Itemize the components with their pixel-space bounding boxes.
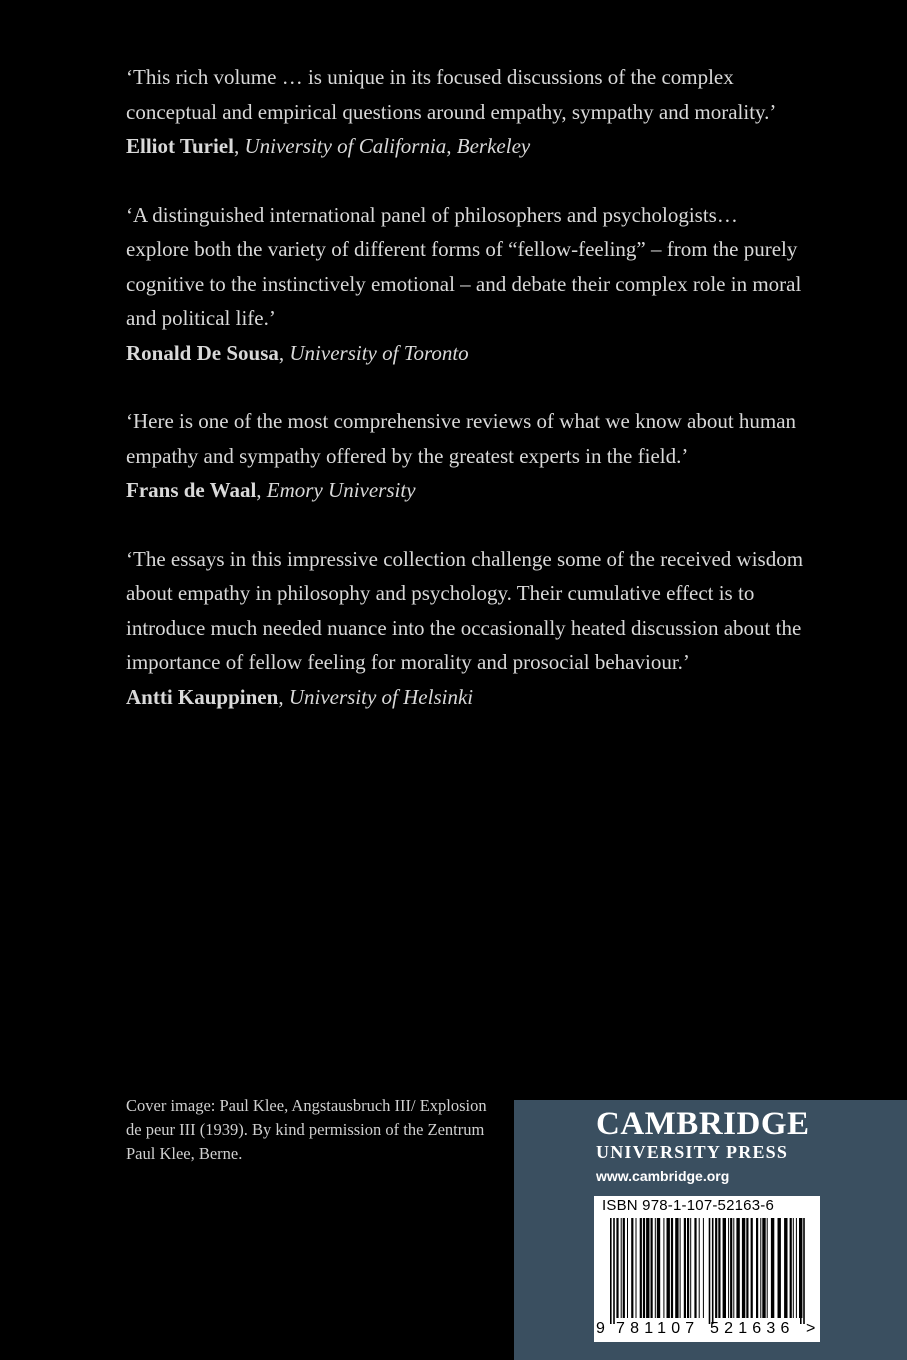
barcode-bar <box>623 1218 625 1318</box>
quote-author: Ronald De Sousa <box>126 340 279 365</box>
endorsements <box>126 60 806 748</box>
barcode-bar <box>756 1218 758 1318</box>
barcode-bar <box>671 1218 673 1318</box>
barcode-bar <box>718 1218 720 1318</box>
endorsement-4 <box>126 542 806 715</box>
barcode-bar <box>715 1218 717 1318</box>
quote-text: ‘This rich volume … is unique in its focused discussions of the complex conceptual and empirical questions around empathy, sympathy and morality.’ <box>126 65 777 124</box>
quote-affiliation: University of Helsinki <box>288 684 474 709</box>
barcode-bar <box>621 1218 622 1318</box>
quote-attribution: Ronald De Sousa, University of Toronto <box>126 340 469 365</box>
quote-text: ‘The essays in this impressive collection challenge some of the received wisdom about empathy in philosophy and psychology. Their cumulative effect is to introduce much needed nuance into the occasionally heated discussion about the importance of fellow feeling for morality and prosocial behaviour.’ <box>126 546 804 674</box>
barcode-left-digits: 781107 <box>616 1320 700 1337</box>
barcode-first-digit: 9 <box>596 1320 605 1337</box>
barcode-bar <box>784 1218 787 1318</box>
barcode-bar <box>616 1218 618 1318</box>
barcode-digits <box>594 1320 820 1342</box>
quote-affiliation: University of Toronto <box>289 340 469 365</box>
barcode-bar <box>803 1218 805 1324</box>
barcode-bar <box>643 1218 645 1318</box>
barcode-bar <box>790 1218 792 1318</box>
cover-image-credit: Cover image: Paul Klee, Angstausbruch III/ Explosion de peur III (1939). By kind permission of the Zentrum Paul Klee, Berne. <box>126 1096 487 1163</box>
barcode-bar <box>760 1218 761 1318</box>
barcode-bar <box>767 1218 768 1318</box>
quote-attribution: Antti Kauppinen, University of Helsinki <box>126 684 474 709</box>
barcode-bar <box>778 1218 781 1318</box>
barcode-bar <box>712 1218 714 1324</box>
publisher-panel <box>514 1100 907 1360</box>
publisher-subtitle: UNIVERSITY PRESS <box>596 1142 789 1162</box>
endorsement-3 <box>126 404 806 508</box>
barcode-bar <box>646 1218 649 1318</box>
barcode-bar <box>613 1218 615 1324</box>
barcode-bar <box>631 1218 633 1318</box>
barcode-bar <box>690 1218 691 1318</box>
barcode-bar <box>636 1218 637 1318</box>
barcode-bar <box>640 1218 642 1318</box>
barcode-bar <box>762 1218 765 1318</box>
barcode-bar <box>627 1218 628 1318</box>
barcode-bar <box>655 1218 656 1318</box>
quote-affiliation: University of California, Berkeley <box>244 134 531 158</box>
barcode-bar <box>728 1218 729 1318</box>
quote-author: Antti Kauppinen <box>126 684 279 709</box>
barcode-bar <box>746 1218 748 1318</box>
barcode-bar <box>733 1218 734 1318</box>
endorsement-2 <box>126 198 806 371</box>
isbn-label: ISBN 978-1-107-52163-6 <box>602 1197 775 1214</box>
barcode-bar <box>703 1218 704 1318</box>
barcode-bar <box>709 1218 711 1324</box>
barcode <box>594 1196 820 1342</box>
barcode-bar <box>796 1218 797 1318</box>
barcode-bar <box>742 1218 745 1318</box>
quote-text: ‘A distinguished international panel of philosophers and psychologists… explore both the variety of different forms of “fellow-feeling” – from the purely cognitive to the instinctively emotional – and debate their complex role in moral and political life.’ <box>126 202 802 330</box>
barcode-bar <box>699 1218 700 1318</box>
barcode-bar <box>730 1218 732 1318</box>
quote-attribution: Elliot Turiel, University of California, Berkeley <box>126 134 531 158</box>
barcode-bar <box>736 1218 739 1318</box>
barcode-bar <box>800 1218 802 1324</box>
barcode-bar <box>684 1218 686 1318</box>
quote-text: ‘Here is one of the most comprehensive reviews of what we know about human empathy and sympathy offered by the greatest experts in the field.’ <box>126 409 797 468</box>
quote-author: Frans de Waal <box>126 478 257 502</box>
barcode-bars <box>594 1216 820 1324</box>
barcode-bar <box>680 1218 681 1318</box>
barcode-bar <box>651 1218 653 1318</box>
barcode-bar <box>657 1218 660 1318</box>
barcode-bar <box>771 1218 774 1318</box>
barcode-quiet-mark: > <box>806 1320 816 1337</box>
barcode-bar <box>751 1218 753 1318</box>
barcode-right-digits: 521636 <box>710 1320 795 1337</box>
barcode-bar <box>793 1218 794 1318</box>
barcode-bar <box>687 1218 689 1318</box>
publisher-logo: CAMBRIDGE <box>596 1106 810 1142</box>
quote-author: Elliot Turiel <box>126 134 234 158</box>
quote-affiliation: Emory University <box>266 478 416 502</box>
endorsement-1 <box>126 60 806 164</box>
barcode-bar <box>667 1218 670 1318</box>
barcode-bar <box>694 1218 696 1318</box>
barcode-bar <box>610 1218 612 1324</box>
barcode-bar <box>663 1218 664 1318</box>
publisher-url: www.cambridge.org <box>596 1168 730 1184</box>
barcode-bar <box>675 1218 678 1318</box>
barcode-bar <box>723 1218 726 1318</box>
quote-attribution: Frans de Waal, Emory University <box>126 478 416 502</box>
